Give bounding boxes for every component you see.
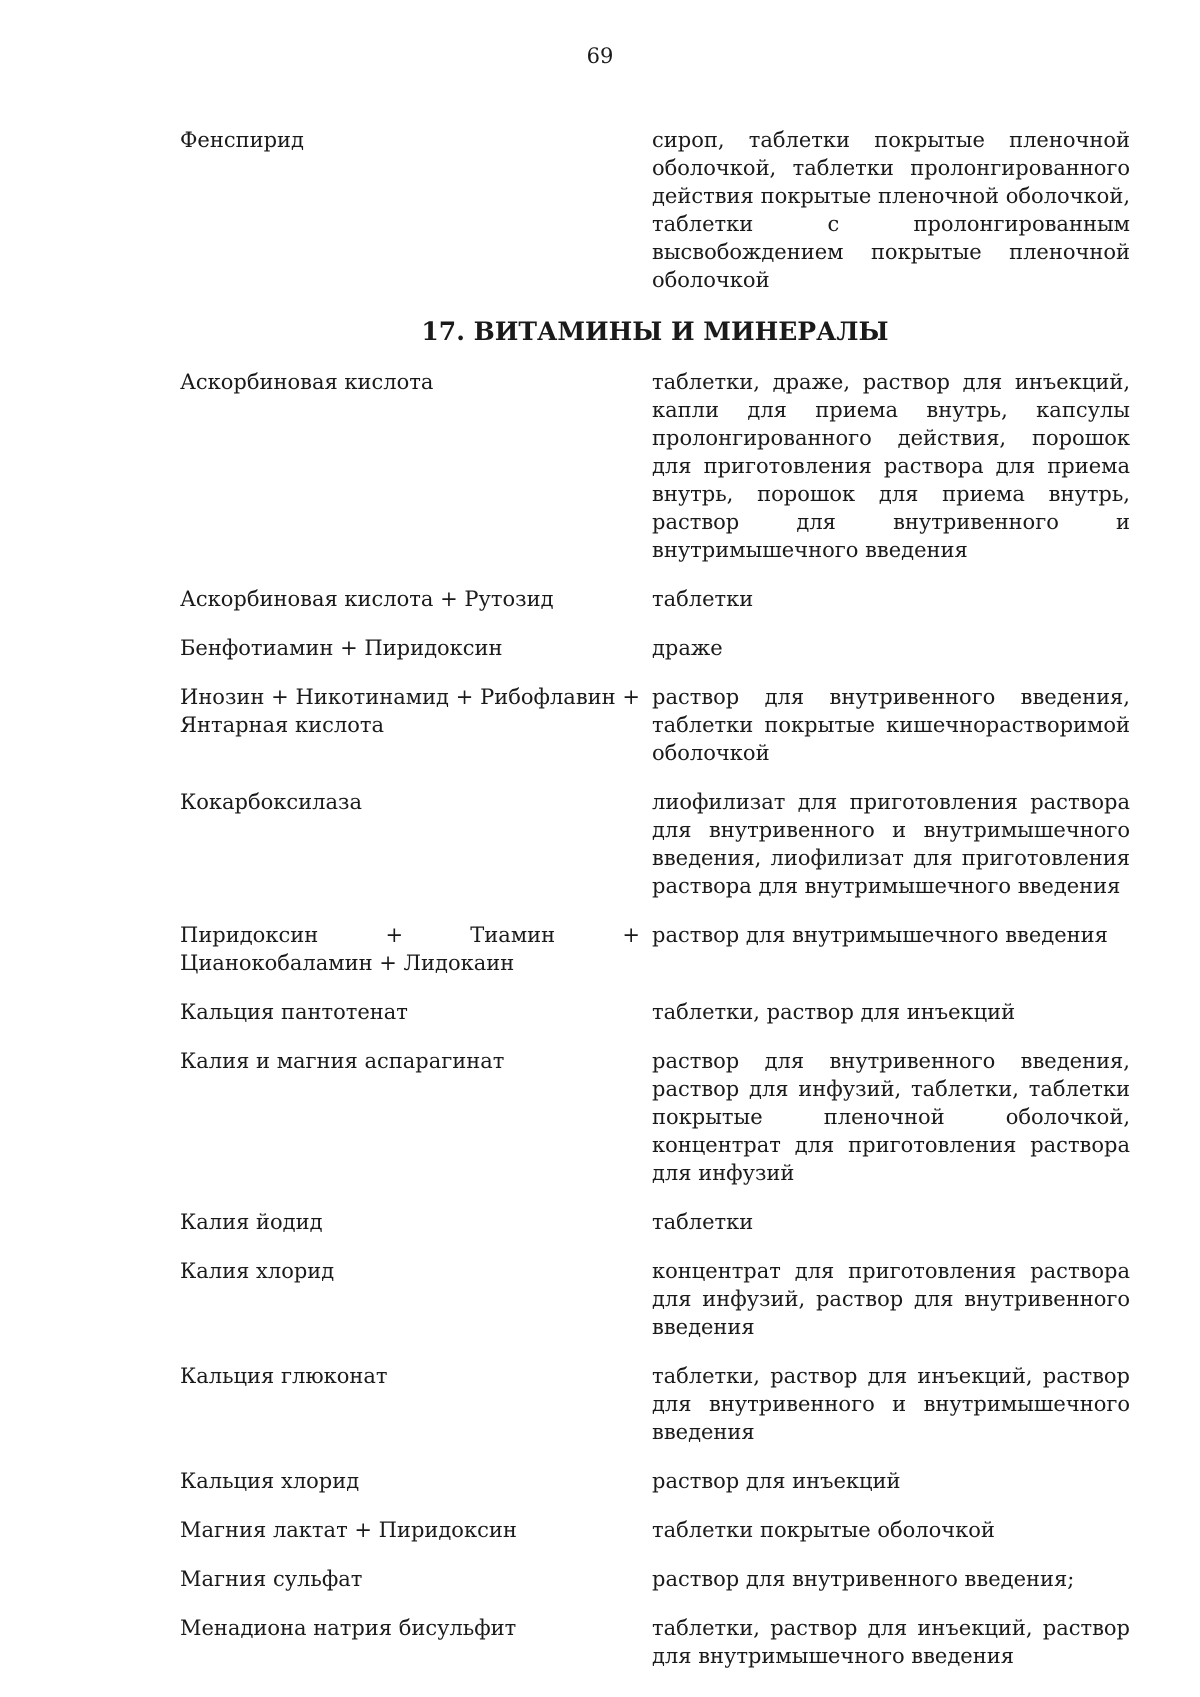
dosage-form: таблетки, раствор для инъекций, раствор для внутримышечного введения	[652, 1616, 1130, 1668]
drug-name: Кальция глюконат	[180, 1364, 388, 1388]
table-row	[180, 126, 1130, 294]
table-row	[180, 1467, 1130, 1495]
table-row	[180, 1614, 1130, 1670]
dosage-form: раствор для внутривенного введения, таблетки покрытые кишечнорастворимой оболочкой	[652, 685, 1130, 765]
dosage-form: таблетки	[652, 587, 754, 611]
dosage-form: сироп, таблетки покрытые пленочной оболочкой, таблетки пролонгированного действия покрытые пленочной оболочкой, таблетки с пролонгированным высвобождением покрытые пленочной оболочкой	[652, 128, 1130, 292]
table-row	[180, 1047, 1130, 1187]
drug-name: Магния сульфат	[180, 1567, 363, 1591]
table-row	[180, 585, 1130, 613]
section-title: 17. ВИТАМИНЫ И МИНЕРАЛЫ	[421, 317, 889, 346]
table-row	[180, 683, 1130, 767]
dosage-form: таблетки, драже, раствор для инъекций, капли для приема внутрь, капсулы пролонгированного действия, порошок для приготовления раствора для приема внутрь, порошок для приема внутрь, раствор для внутривенного и внутримышечного введения	[652, 370, 1130, 562]
drug-name: Бенфотиамин + Пиридоксин	[180, 636, 503, 660]
dosage-form: раствор для инъекций	[652, 1469, 901, 1493]
table-row	[180, 634, 1130, 662]
drug-name: Калия йодид	[180, 1210, 323, 1234]
table-row	[180, 368, 1130, 564]
dosage-form: таблетки, раствор для инъекций, раствор для внутривенного и внутримышечного введения	[652, 1364, 1130, 1444]
table-row	[180, 998, 1130, 1026]
drug-name: Калия и магния аспарагинат	[180, 1049, 505, 1073]
dosage-form: драже	[652, 636, 723, 660]
table-row	[180, 1257, 1130, 1341]
dosage-form: таблетки	[652, 1210, 754, 1234]
drug-name: Кальция пантотенат	[180, 1000, 408, 1024]
drug-name: Кальция хлорид	[180, 1469, 360, 1493]
table-row	[180, 1516, 1130, 1544]
drug-name: Менадиона натрия бисульфит	[180, 1616, 517, 1640]
table-row	[180, 1208, 1130, 1236]
drug-list	[180, 126, 1130, 1691]
dosage-form: раствор для внутривенного введения;	[652, 1567, 1075, 1591]
table-row	[180, 1362, 1130, 1446]
drug-name: Инозин + Никотинамид + Рибофлавин + Янтарная кислота	[180, 685, 640, 737]
drug-name: Калия хлорид	[180, 1259, 335, 1283]
page-number: 69	[586, 44, 614, 68]
dosage-form: таблетки, раствор для инъекций	[652, 1000, 1016, 1024]
dosage-form: раствор для внутривенного введения, раствор для инфузий, таблетки, таблетки покрытые пленочной оболочкой, концентрат для приготовления раствора для инфузий	[652, 1049, 1130, 1185]
table-row	[180, 921, 1130, 977]
dosage-form: раствор для внутримышечного введения	[652, 923, 1108, 947]
table-row	[180, 1565, 1130, 1593]
drug-name: Кокарбоксилаза	[180, 790, 362, 814]
drug-name: Фенспирид	[180, 128, 304, 152]
drug-name: Магния лактат + Пиридоксин	[180, 1518, 517, 1542]
dosage-form: лиофилизат для приготовления раствора для внутривенного и внутримышечного введения, лиофилизат для приготовления раствора для внутримышечного введения	[652, 790, 1130, 898]
dosage-form: таблетки покрытые оболочкой	[652, 1518, 995, 1542]
drug-name: Аскорбиновая кислота	[180, 370, 434, 394]
dosage-form: концентрат для приготовления раствора для инфузий, раствор для внутривенного введения	[652, 1259, 1130, 1339]
drug-name: Пиридоксин + Тиамин + Цианокобаламин + Лидокаин	[180, 923, 640, 975]
drug-name: Аскорбиновая кислота + Рутозид	[180, 587, 554, 611]
table-row	[180, 788, 1130, 900]
